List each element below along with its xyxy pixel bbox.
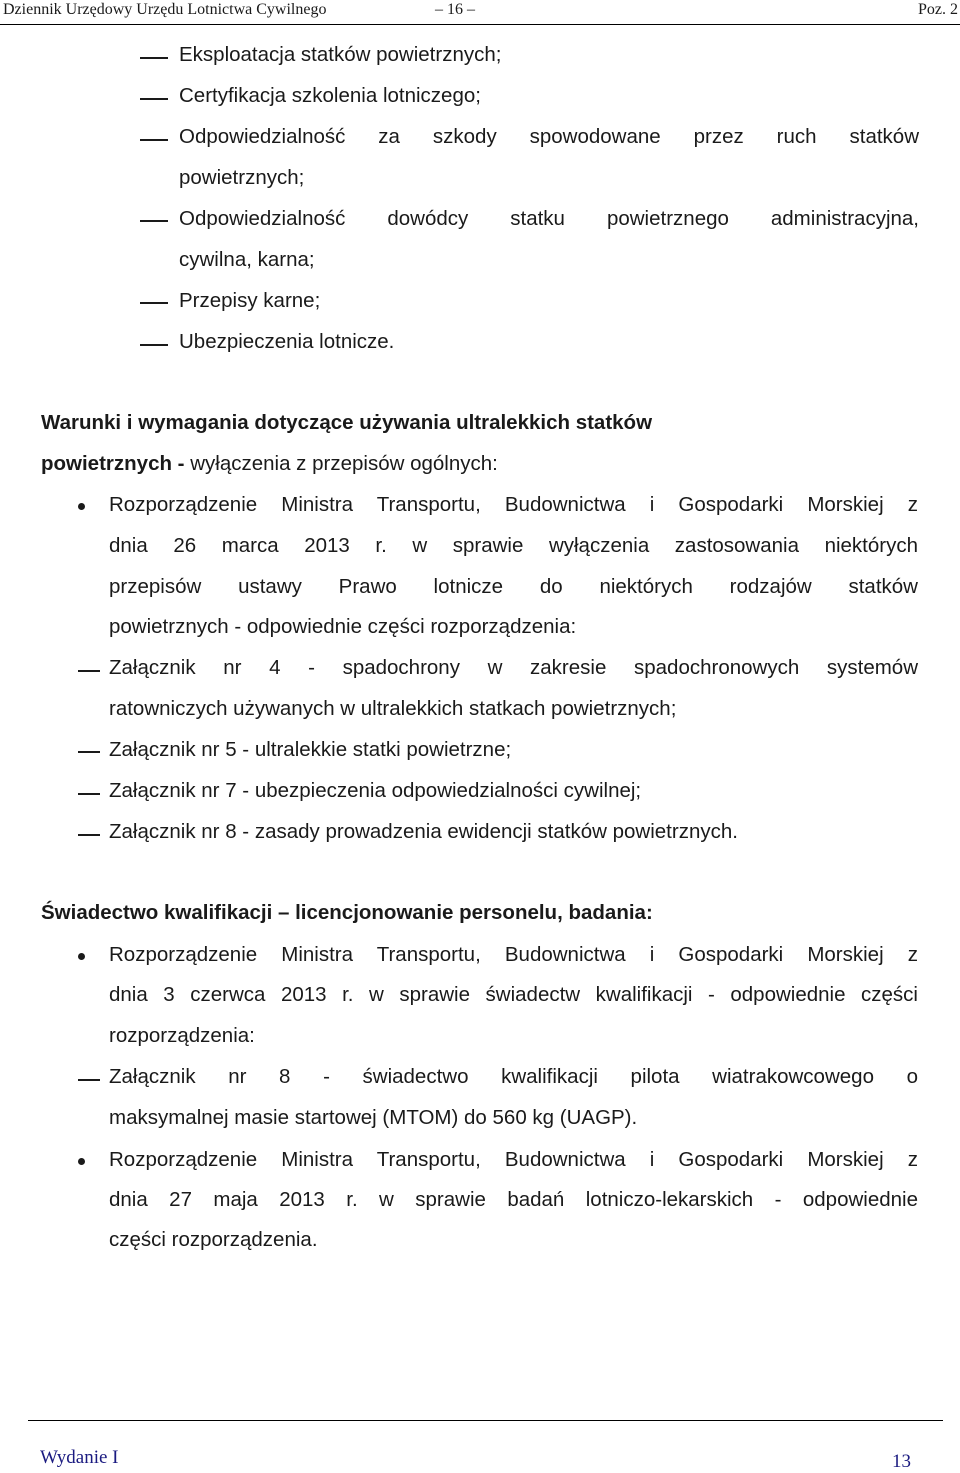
regulation-text: Rozporządzenie Ministra Transportu, Budownictwa i Gospodarki Morskiej z (109, 943, 918, 966)
bullet-dot (78, 953, 85, 960)
list-item: Ubezpieczenia lotnicze. (179, 330, 395, 353)
regulation-text: powietrznych - odpowiednie części rozporządzenia: (109, 615, 577, 638)
regulation-text: części rozporządzenia. (109, 1228, 318, 1251)
position-number: Poz. 2 (918, 1, 958, 18)
regulation-text: Rozporządzenie Ministra Transportu, Budownictwa i Gospodarki Morskiej z (109, 1148, 918, 1171)
journal-title: Dziennik Urzędowy Urzędu Lotnictwa Cywilnego (3, 1, 327, 18)
page-number-bottom: 13 (892, 1451, 911, 1472)
footer-rule (28, 1420, 943, 1421)
section-heading-1-line2 (41, 452, 498, 476)
list-item: Eksploatacja statków powietrznych; (179, 43, 502, 66)
annex-item: Załącznik nr 8 - świadectwo kwalifikacji pilota wiatrakowcowego o (109, 1065, 918, 1088)
regulation-text: dnia 26 marca 2013 r. w sprawie wyłączenia zastosowania niektórych (109, 534, 918, 557)
page-header (0, 0, 960, 25)
annex-item: Załącznik nr 8 - zasady prowadzenia ewidencji statków powietrznych. (109, 820, 738, 843)
dash-marker (140, 98, 168, 100)
annex-item-cont: maksymalnej masie startowej (MTOM) do 560 kg (UAGP). (109, 1106, 638, 1129)
edition-label: Wydanie I (40, 1447, 119, 1468)
dash-marker (78, 670, 100, 672)
heading-bold-part: powietrznych - (41, 452, 185, 475)
page-number-top: – 16 – (435, 1, 475, 18)
annex-item: Załącznik nr 7 - ubezpieczenia odpowiedzialności cywilnej; (109, 779, 642, 802)
annex-item-cont: ratowniczych używanych w ultralekkich statkach powietrznych; (109, 697, 677, 720)
dash-marker (78, 834, 100, 836)
annex-item: Załącznik nr 4 - spadochrony w zakresie spadochronowych systemów (109, 656, 918, 679)
list-item-cont: cywilna, karna; (179, 248, 315, 271)
dash-marker (140, 344, 168, 346)
dash-marker (140, 139, 168, 141)
list-item: Przepisy karne; (179, 289, 321, 312)
heading-rest-part: wyłączenia z przepisów ogólnych: (184, 452, 498, 475)
list-item: Odpowiedzialność dowódcy statku powietrznego administracyjna, (179, 207, 919, 230)
dash-marker (78, 751, 100, 753)
list-item: Odpowiedzialność za szkody spowodowane przez ruch statków (179, 125, 919, 148)
annex-item: Załącznik nr 5 - ultralekkie statki powietrzne; (109, 738, 512, 761)
dash-marker (78, 1079, 100, 1081)
regulation-text: rozporządzenia: (109, 1024, 255, 1047)
list-item: Certyfikacja szkolenia lotniczego; (179, 84, 481, 107)
regulation-text: przepisów ustawy Prawo lotnicze do niektórych rodzajów statków (109, 575, 918, 598)
section-heading-2: Świadectwo kwalifikacji – licencjonowanie personelu, badania: (41, 901, 653, 924)
bullet-dot (78, 1158, 85, 1165)
dash-marker (140, 302, 168, 304)
dash-marker (140, 220, 168, 222)
bullet-dot (78, 503, 85, 510)
regulation-text: dnia 27 maja 2013 r. w sprawie badań lotniczo-lekarskich - odpowiednie (109, 1188, 918, 1211)
dash-marker (140, 57, 168, 59)
dash-marker (78, 793, 100, 795)
list-item-cont: powietrznych; (179, 166, 305, 189)
regulation-text: Rozporządzenie Ministra Transportu, Budownictwa i Gospodarki Morskiej z (109, 493, 918, 516)
section-heading-1: Warunki i wymagania dotyczące używania ultralekkich statków (41, 411, 653, 434)
regulation-text: dnia 3 czerwca 2013 r. w sprawie świadectw kwalifikacji - odpowiednie części (109, 983, 918, 1006)
